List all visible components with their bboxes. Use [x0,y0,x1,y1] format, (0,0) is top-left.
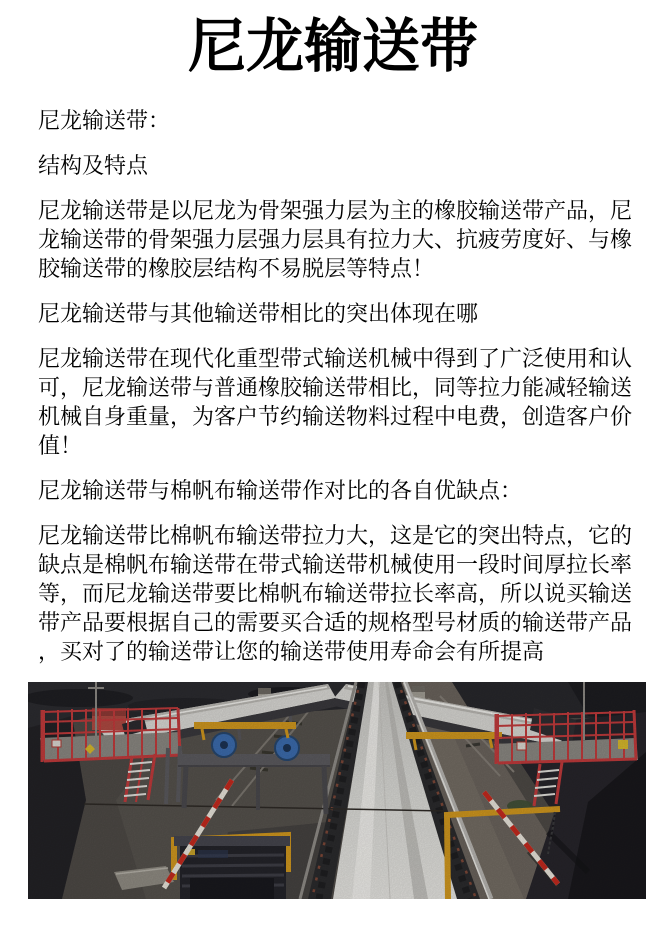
conveyor-scene [28,682,646,899]
conveyor-belts-photo [28,682,646,899]
paragraph-cotton-comparison: 尼龙输送带比棉帆布输送带拉力大，这是它的突出特点，它的缺点是棉帆布输送带在带式输送带机械使用一段时间厚拉长率等，而尼龙输送带要比棉帆布输送带拉长率高，所以说买输送带产品要根据自己的需要买合适的规格型号材质的输送带产品，买对了的输送带让您的输送带使用寿命会有所提高 [38,522,633,664]
intro-line: 尼龙输送带： [38,107,171,133]
article-body [0,106,666,666]
photo-grain [28,682,646,899]
paragraph-structure: 尼龙输送带是以尼龙为骨架强力层为主的橡胶输送带产品，尼龙输送带的骨架强力层强力层具有拉力大、抗疲劳度好、与橡胶输送带的橡胶层结构不易脱层等特点！ [38,197,633,281]
section-heading-comparison: 尼龙输送带与其他输送带相比的突出体现在哪 [38,300,479,326]
section-heading-cotton-comparison: 尼龙输送带与棉帆布输送带作对比的各自优缺点： [38,477,523,503]
paragraph-comparison: 尼龙输送带在现代化重型带式输送机械中得到了广泛使用和认可，尼龙输送带与普通橡胶输送带相比，同等拉力能减轻输送机械自身重量，为客户节约输送物料过程中电费，创造客户价值！ [38,345,633,458]
page-title: 尼龙输送带 [187,14,478,79]
section-heading-structure: 结构及特点 [38,152,149,178]
